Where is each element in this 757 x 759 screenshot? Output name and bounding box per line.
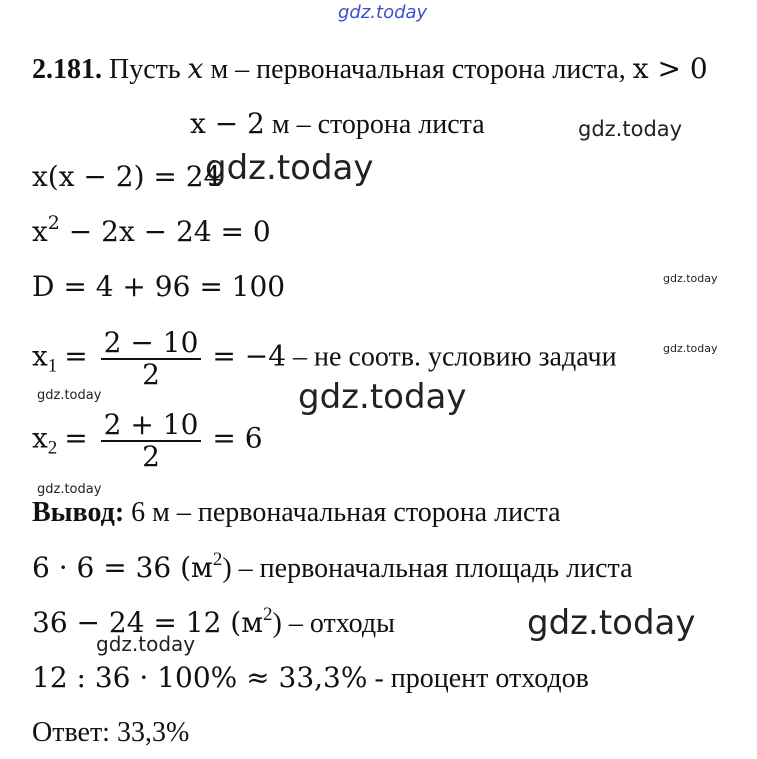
area-calculation (32, 551, 633, 586)
area-text: ) – первоначальная площадь листа (222, 553, 633, 584)
condition: x > 0 (632, 52, 708, 85)
root1-var: x (32, 339, 48, 373)
root2-denominator: 2 (142, 440, 160, 473)
watermark: gdz.today (37, 482, 102, 497)
intro-text: Пусть (109, 54, 181, 85)
root2-var: x (32, 421, 48, 455)
root2-sub: 2 (47, 437, 58, 459)
watermark: gdz.today (205, 148, 374, 188)
watermark: gdz.today (578, 117, 683, 141)
percent-calculation (32, 661, 589, 696)
root2-fraction (101, 410, 202, 472)
percent-expression: 12 : 36 · 100% ≈ 33,3% (32, 661, 368, 694)
conclusion-text: 6 м – первоначальная сторона листа (131, 497, 561, 528)
root1-numerator: 2 − 10 (101, 328, 202, 360)
conclusion-label: Вывод: (32, 497, 125, 528)
percent-text: - процент отходов (367, 663, 589, 694)
problem-statement (32, 52, 708, 87)
root-2: $x_2$ = $\frac{2 + 10}{2}$ = 6 (32, 408, 263, 473)
answer: Ответ: 33,3% (32, 717, 190, 748)
waste-text: ) – отходы (272, 608, 395, 639)
discriminant: D = 4 + 96 = 100 (32, 270, 286, 303)
area-expression: 6 · 6 = 36 (м (32, 551, 213, 584)
root1-sub: 1 (47, 355, 58, 377)
root2-numerator: 2 + 10 (101, 410, 202, 442)
eq2-rest: − 2x − 24 = 0 (59, 215, 271, 248)
waste-expression: 36 − 24 = 12 (м (32, 606, 264, 639)
root1-note: – не соотв. условию задачи (293, 341, 617, 373)
root1-result: = −4 (212, 339, 287, 373)
equation-2 (32, 212, 271, 249)
watermark: gdz.today (663, 342, 718, 355)
root1-fraction (101, 328, 202, 390)
area-exponent: 2 (212, 549, 223, 570)
watermark: gdz.today (37, 388, 102, 403)
waste-exponent: 2 (263, 604, 273, 625)
watermark: gdz.today (96, 632, 196, 656)
root-1: $x_1$ = $\frac{2 - 10}{2}$ = −4 – не соотв. условию задачи (32, 326, 617, 391)
equation-1: x(x − 2) = 24 (32, 160, 222, 193)
side-definition (190, 107, 485, 142)
conclusion (32, 496, 561, 530)
watermark-top: gdz.today (338, 2, 428, 23)
problem-number: 2.181. (32, 54, 102, 85)
eq2-base: x (32, 215, 48, 248)
variable-x: x (187, 52, 204, 85)
watermark: gdz.today (527, 603, 696, 643)
root2-result: = 6 (212, 421, 263, 455)
watermark: gdz.today (663, 272, 718, 285)
root1-denominator: 2 (142, 358, 160, 391)
intro-rest: м – первоначальная сторона листа, (210, 54, 626, 85)
waste-calculation (32, 606, 395, 641)
side-text: м – сторона листа (271, 109, 485, 140)
watermark: gdz.today (298, 377, 467, 417)
side-expression: x − 2 (190, 107, 265, 140)
eq2-exponent: 2 (47, 212, 60, 234)
